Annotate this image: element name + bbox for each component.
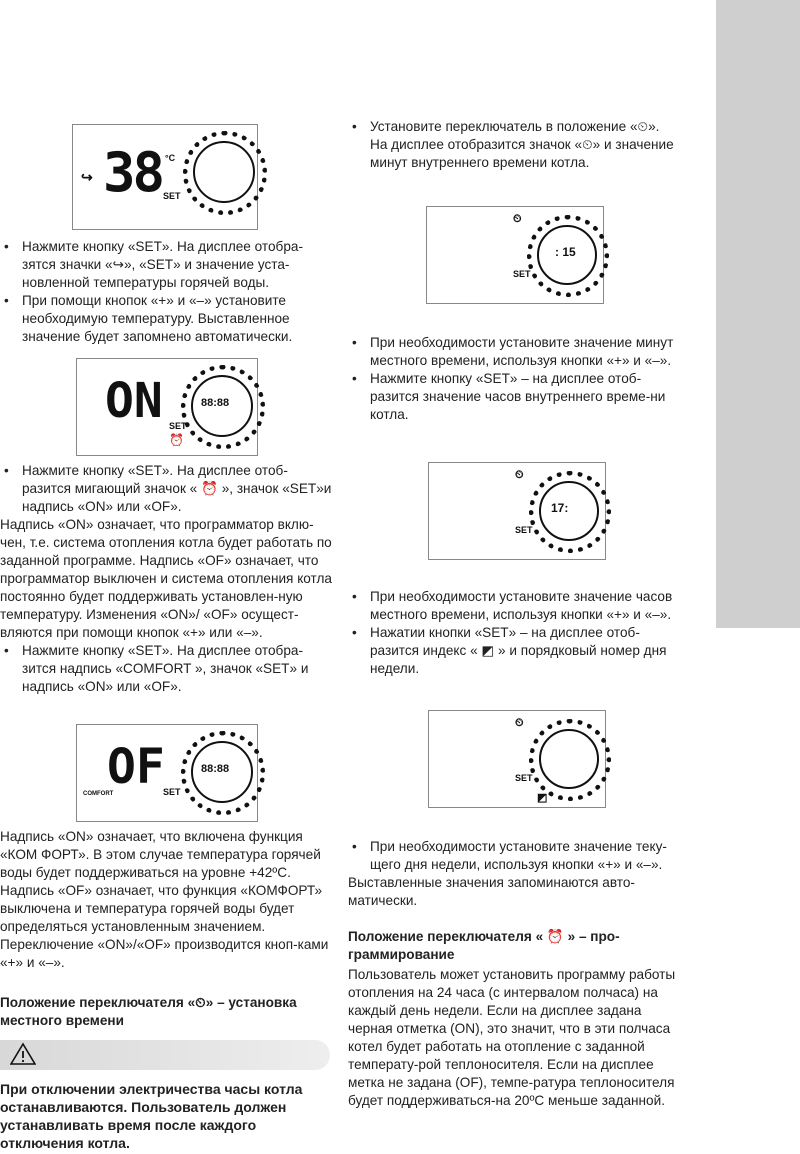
temp-value: 38 (103, 141, 163, 204)
clock-icon: ⏲ (515, 469, 524, 481)
paragraph: Надпись «ON» означает, что включена функция «КОМ ФОРТ». В этом случае температура горячей воды будет поддерживаться на уровне +42ºС. Надпись «OF» означает, что функция «КОМФОРТ» выключена и температура горячей воды будет определяться установленным значением. Переключение «ON»/«OF» производится кноп-ками «+» и «–». (0, 829, 329, 970)
list-item: • Нажмите кнопку «SET». На дисплее отоб-разится мигающий значок « ⏰ », значок «SET»и надпись «ON» или «OF». (0, 462, 332, 516)
warning-icon (10, 1042, 36, 1066)
list-item: • Нажмите кнопку «SET». На дисплее отобра-зятся значки «↪», «SET» и значение уста-новленной температуры горячей воды. (0, 238, 332, 292)
display-programmer-on (76, 358, 258, 456)
right-block-1 (348, 118, 680, 172)
side-tab (716, 0, 800, 628)
warning-bar (0, 1040, 330, 1070)
list-item: • Установите переключатель в положение «⏲». На дисплее отобразится значок «⏲» и значение минут внутреннего времени котла. (348, 118, 680, 172)
set-label: SET (169, 421, 187, 431)
right-block-3 (348, 588, 680, 678)
list-item: • При необходимости установите значение часов местного времени, используя кнопки «+» и «–». (348, 588, 680, 624)
list-item: • Нажатии кнопки «SET» – на дисплее отоб-разится индекс « ◩ » и порядковый номер дня недели. (348, 624, 680, 678)
of-value: OF (107, 739, 165, 795)
comfort-label: COMFORT (83, 791, 114, 797)
time-value: 88:88 (201, 397, 230, 409)
left-block-1 (0, 238, 332, 346)
clock-ring (539, 481, 599, 541)
list-item: • При помощи кнопок «+» и «–» установите необходимую температуру. Выставленное значение будет запомнено автоматически. (0, 292, 332, 346)
tap-icon: ↪ (81, 169, 93, 185)
clock-ring (539, 729, 599, 789)
right-block-4 (348, 838, 680, 910)
clock-ring (193, 141, 255, 203)
set-label: SET (513, 269, 531, 279)
right-block-2 (348, 334, 680, 424)
time-value: 17: (551, 501, 569, 515)
display-hours (428, 462, 606, 560)
paragraph: Пользователь может установить программу работы отопления на 24 часа (с интервалом полчаса) на каждый день недели. Если на дисплее задана черная отметка (ON), это значит, что в эти полчаса котел будет работать на отопление с заданной температу-рой теплоносителя. Если на дисплее метка не задана (OF), темпе-ратура теплоносителя будет поддерживаться-на 20ºС меньше заданной. (348, 967, 676, 1108)
set-label: SET (163, 191, 181, 201)
warning-text: При отключении электричества часы котла останавливаются. Пользователь должен устанавливать время после каждого отключения котла. (0, 1081, 303, 1151)
time-value: : 15 (555, 245, 576, 259)
display-comfort-of (76, 724, 258, 822)
clock-icon: ⏲ (515, 717, 524, 729)
right-heading: Положение переключателя « ⏰ » – про-граммирование (348, 929, 620, 962)
list-item: • При необходимости установите значение минут местного времени, используя кнопки «+» и «–». (348, 334, 680, 370)
list-item: • Нажмите кнопку «SET». На дисплее отобра-зится надпись «COMFORT », значок «SET» и надпись «ON» или «OF». (0, 642, 332, 696)
day-index-icon: ◩ (537, 792, 548, 804)
list-item: • При необходимости установите значение теку-щего дня недели, используя кнопки «+» и «–». (348, 838, 680, 874)
time-value: 88:88 (201, 763, 230, 775)
clock-icon: ⏲ (513, 213, 522, 225)
unit-label: °C (165, 153, 176, 163)
left-heading: Положение переключателя «⏲» – установка местного времени (0, 995, 297, 1028)
left-block-3 (0, 828, 332, 972)
right-block-5 (348, 966, 680, 1110)
paragraph: Надпись «ON» означает, что программатор вклю-чен, т.е. система отопления котла будет работать по заданной программе. Надпись «OF» означает, что программатор выключен и система отопления котла постоянно будет поддерживать установлен-ную температуру. Изменения «ON»/ «OF» осущест-вляются при помощи кнопок «+» или «–». (0, 517, 332, 640)
left-block-2 (0, 462, 332, 696)
display-minutes (426, 206, 604, 304)
set-label: SET (515, 773, 533, 783)
alarm-clock-icon: ⏰ (169, 433, 184, 447)
set-label: SET (515, 525, 533, 535)
list-item: • Нажмите кнопку «SET» – на дисплее отоб-разится значение часов внутреннего време-ни котла. (348, 370, 680, 424)
display-temperature (72, 124, 258, 230)
paragraph: Выставленные значения запоминаются авто-матически. (348, 875, 635, 908)
on-value: ON (105, 373, 163, 429)
set-label: SET (163, 787, 181, 797)
display-day (428, 710, 606, 808)
